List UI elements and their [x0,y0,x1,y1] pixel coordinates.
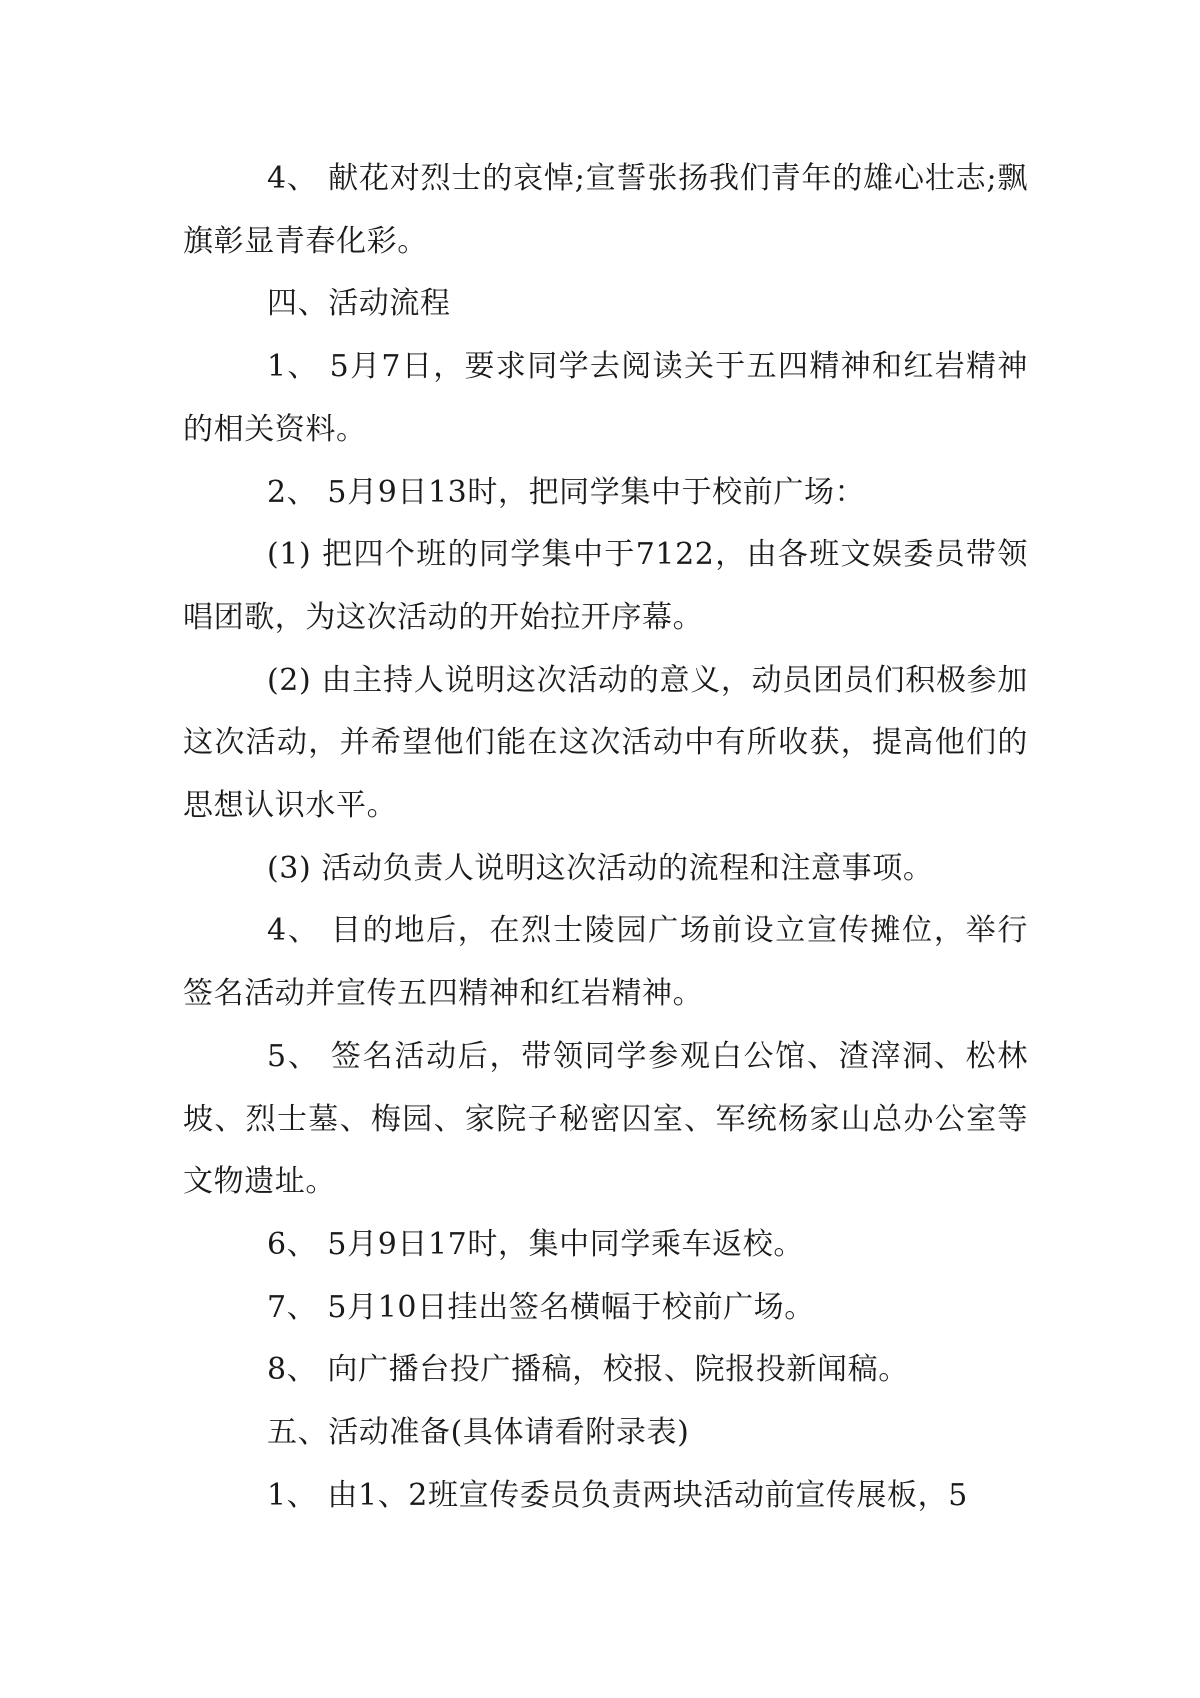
section-heading-activity-preparation: 五、活动准备(具体请看附录表) [267,1415,690,1451]
paragraph-step-1: 1、 5月7日，要求同学去阅读关于五四精神和红岩精神的相关资料。 [183,349,1028,447]
paragraph-step-7: 7、 5月10日挂出签名横幅于校前广场。 [267,1289,815,1325]
paragraph-substep-2: (2) 由主持人说明这次活动的意义，动员团员们积极参加这次活动，并希望他们能在这次活动中有所收获，提高他们的思想认识水平。 [183,662,1028,824]
paragraph-step-5: 5、 签名活动后，带领同学参观白公馆、渣滓洞、松林坡、烈士墓、梅园、家院子秘密囚室、军统杨家山总办公室等文物遗址。 [183,1038,1028,1200]
section-heading-activity-process: 四、活动流程 [267,286,451,322]
paragraph-prep-1: 1、 由1、2班宣传委员负责两块活动前宣传展板，5 [267,1477,968,1513]
paragraph-step-4: 4、 目的地后，在烈士陵园广场前设立宣传摊位，举行签名活动并宣传五四精神和红岩精神。 [183,913,1028,1012]
paragraph-item-4-flowers: 4、 献花对烈士的哀悼;宣誓张扬我们青年的雄心壮志;飘旗彰显青春化彩。 [183,161,1028,259]
paragraph-step-6: 6、 5月9日17时，集中同学乘车返校。 [267,1226,804,1262]
paragraph-substep-3: (3) 活动负责人说明这次活动的流程和注意事项。 [267,850,934,886]
document-body [183,148,1028,1527]
paragraph-step-2: 2、 5月9日13时，把同学集中于校前广场： [267,474,866,510]
paragraph-step-8: 8、 向广播台投广播稿，校报、院报投新闻稿。 [267,1352,909,1388]
paragraph-substep-1: (1) 把四个班的同学集中于7122，由各班文娱委员带领唱团歌，为这次活动的开始拉开序幕。 [183,537,1028,635]
